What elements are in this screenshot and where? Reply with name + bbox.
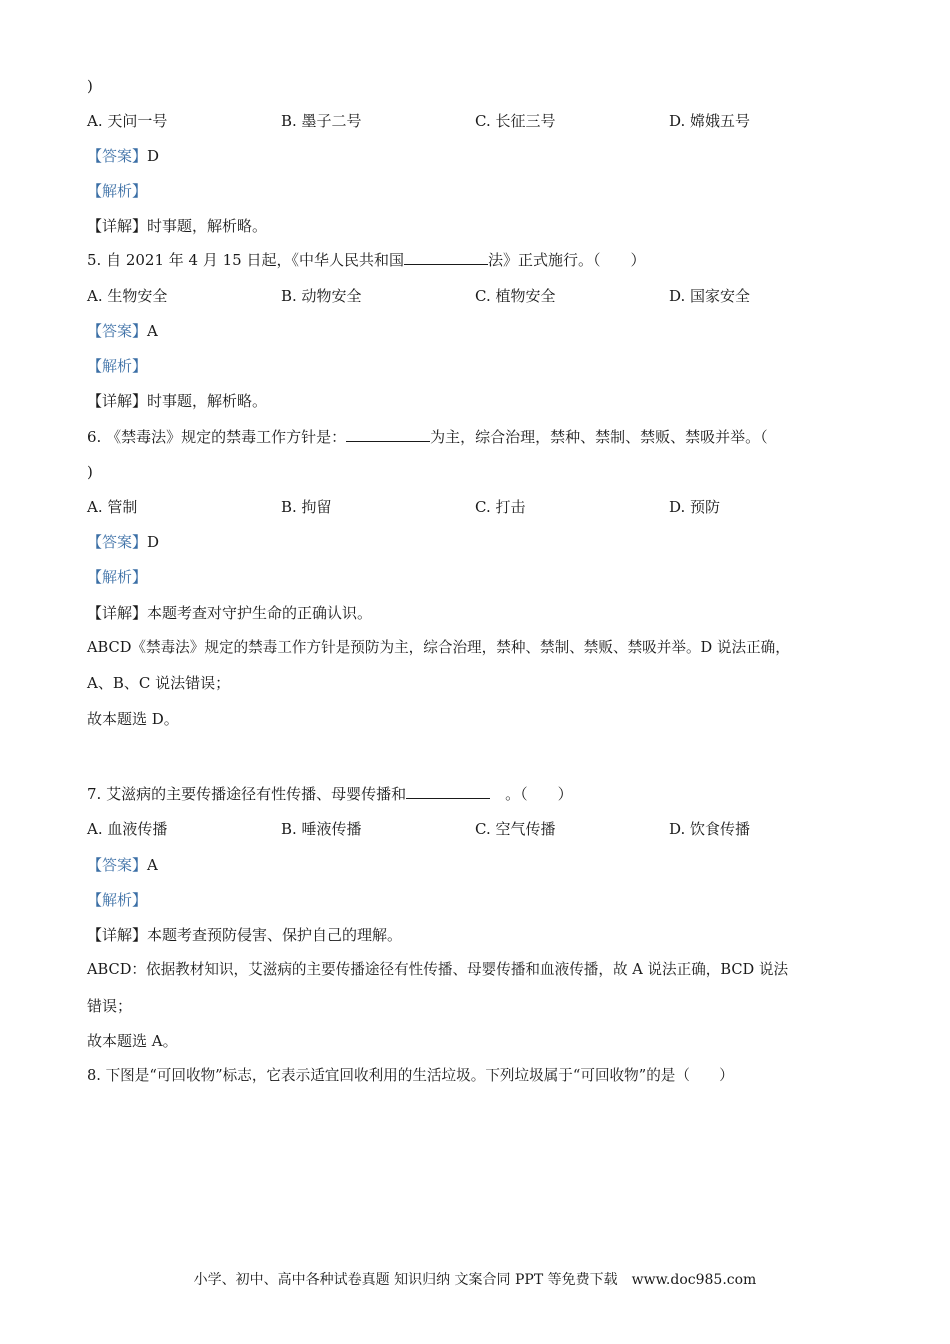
q7-option-d: D. 饮食传播 xyxy=(669,820,751,838)
q4-detail xyxy=(87,216,267,236)
q4-option-a: A. 天问一号 xyxy=(87,112,168,130)
q7-answer xyxy=(87,855,158,875)
detail-text: 时事题，解析略。 xyxy=(147,217,268,235)
answer-value: A xyxy=(147,322,158,340)
page-footer: 小学、初中、高中各种试卷真题 知识归纳 文案合同 PPT 等免费下载 www.doc985.com xyxy=(193,1272,757,1288)
q8-stem: 8. 下图是“可回收物”标志，它表示适宜回收利用的生活垃圾。下列垃圾属于“可回收物”的是（ ） xyxy=(87,1067,734,1084)
answer-tag: 【答案】 xyxy=(87,322,148,340)
detail-tag: 【详解】 xyxy=(87,926,148,944)
q7-analysis-tag: 【解析】 xyxy=(87,891,148,909)
q6-option-a: A. 管制 xyxy=(87,498,138,516)
q5-blank xyxy=(404,250,488,265)
detail-text: 时事题，解析略。 xyxy=(147,392,268,410)
q6-conclusion: 故本题选 D。 xyxy=(87,710,179,728)
q6-answer xyxy=(87,532,159,552)
q7-blank xyxy=(406,784,490,799)
q5-stem-part-b: 法》正式施行。（ ） xyxy=(488,251,646,269)
q5-option-a: A. 生物安全 xyxy=(87,287,168,305)
q7-option-a: A. 血液传播 xyxy=(87,820,168,838)
answer-tag: 【答案】 xyxy=(87,856,148,874)
q7-conclusion: 故本题选 A。 xyxy=(87,1032,178,1050)
q7-stem xyxy=(87,784,573,804)
answer-value: D xyxy=(147,147,160,165)
q5-answer xyxy=(87,321,158,341)
q6-blank xyxy=(346,427,430,442)
q6-explanation-line-1: ABCD《禁毒法》规定的禁毒工作方针是预防为主，综合治理，禁种、禁制、禁贩、禁吸并举。D 说法正确， xyxy=(87,639,790,656)
q6-stem-part-b: 为主，综合治理，禁种、禁制、禁贩、禁吸并举。（ xyxy=(430,428,768,446)
q4-option-d: D. 嫦娥五号 xyxy=(669,112,751,130)
q7-stem-part-b: 。（ ） xyxy=(490,785,573,803)
q4-option-c: C. 长征三号 xyxy=(475,112,556,130)
q6-stem-part-a: 6. 《禁毒法》规定的禁毒工作方针是： xyxy=(87,428,347,446)
q6-stem-tail: ) xyxy=(87,463,93,481)
q7-explanation-line-2: 错误； xyxy=(87,997,133,1015)
q7-detail xyxy=(87,925,402,945)
detail-text: 本题考查预防侵害、保护自己的理解。 xyxy=(147,926,403,944)
q6-stem xyxy=(87,427,768,447)
q5-analysis-tag: 【解析】 xyxy=(87,357,148,375)
q6-detail xyxy=(87,603,372,623)
q5-detail xyxy=(87,391,267,411)
q5-option-c: C. 植物安全 xyxy=(475,287,556,305)
detail-tag: 【详解】 xyxy=(87,392,148,410)
q7-option-c: C. 空气传播 xyxy=(475,820,556,838)
answer-tag: 【答案】 xyxy=(87,533,148,551)
q5-stem xyxy=(87,250,646,270)
q5-stem-part-a: 5. 自 2021 年 4 月 15 日起，《中华人民共和国 xyxy=(87,251,404,269)
q4-answer xyxy=(87,146,159,166)
q7-explanation-line-1: ABCD：依据教材知识，艾滋病的主要传播途径有性传播、母婴传播和血液传播，故 A 说法正确，BCD 说法 xyxy=(87,961,789,978)
q4-stem-tail: ) xyxy=(87,77,93,95)
q5-option-d: D. 国家安全 xyxy=(669,287,751,305)
q6-explanation-line-2: A、B、C 说法错误； xyxy=(87,674,231,692)
detail-text: 本题考查对守护生命的正确认识。 xyxy=(147,604,373,622)
q7-stem-part-a: 7. 艾滋病的主要传播途径有性传播、母婴传播和 xyxy=(87,785,407,803)
answer-value: D xyxy=(147,533,160,551)
detail-tag: 【详解】 xyxy=(87,217,148,235)
q6-analysis-tag: 【解析】 xyxy=(87,568,148,586)
q7-option-b: B. 唾液传播 xyxy=(281,820,362,838)
q4-analysis-tag: 【解析】 xyxy=(87,182,148,200)
q4-option-b: B. 墨子二号 xyxy=(281,112,362,130)
q6-option-c: C. 打击 xyxy=(475,498,526,516)
q5-option-b: B. 动物安全 xyxy=(281,287,362,305)
detail-tag: 【详解】 xyxy=(87,604,148,622)
answer-tag: 【答案】 xyxy=(87,147,148,165)
q6-option-d: D. 预防 xyxy=(669,498,721,516)
answer-value: A xyxy=(147,856,158,874)
q6-option-b: B. 拘留 xyxy=(281,498,332,516)
